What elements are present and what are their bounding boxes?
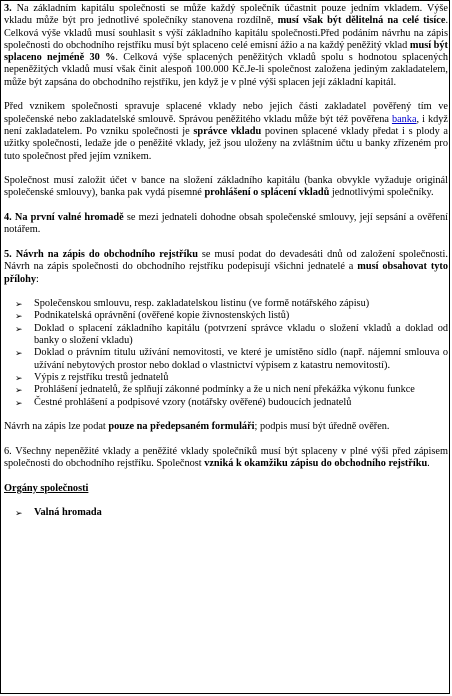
list-item-text: Doklad o splacení základního kapitálu (potvrzení správce vkladu o složení vkladů a doklad od banky o složení vkladu): [34, 322, 448, 347]
document-content: [4, 3, 448, 519]
arrow-bullet-icon: ➢: [15, 508, 23, 519]
emphasis-30-percent: musí být splaceno nejméně 30 %: [4, 39, 448, 64]
arrow-bullet-icon: ➢: [15, 299, 23, 310]
text: . Celková výše splacených peněžitých vkladů spolu s hodnotou splacených nepeněžitých vkladů musí však činit alespoň 100.000 Kč.Je-li společnost založena jediným zakladatelem, může být zapsána do obchodního rejstříku, jen když je v plné výši splacen její základní kapitál.: [4, 52, 448, 88]
text: Návrh na zápis lze podat: [4, 421, 109, 433]
text: .: [427, 457, 430, 469]
arrow-bullet-icon: ➢: [15, 348, 23, 359]
emphasis-prescribed-form: pouze na předepsaném formuláři: [108, 421, 255, 433]
emphasis-declaration: prohlášení o splácení vkladů: [204, 187, 330, 199]
list-item: [4, 384, 448, 396]
text: . Celková výše vkladů musí souhlasit s výší základního kapitálu společnosti.Před podáním návrhu na zápis společnosti do obchodního rejstříku musí být splaceno celé emisní ážio a na každý peněžitý vklad: [4, 15, 449, 51]
list-item: [4, 323, 448, 348]
text: 6. Všechny nepeněžité vklady a peněžité vklady společníků musí být splaceny v plné výši před zápisem společnosti do obchodního rejstříku. Společnost: [4, 445, 448, 469]
paragraph-deposit-management: [4, 101, 448, 162]
paragraph-bank-account: [4, 175, 448, 200]
arrow-bullet-icon: ➢: [15, 372, 23, 383]
text: povinen splacené vklady předat i s plody a užitky společnosti, ledaže jde o peněžité vklady, jež jsou uloženy na zvláštním účtu u banky zřízeném pro tuto společnost před jejím vznikem.: [4, 125, 448, 162]
list-item: [4, 397, 448, 409]
list-item-text: Společenskou smlouvu, resp. zakladatelskou listinu (ve formě notářského zápisu): [34, 298, 370, 310]
list-item-text: Výpis z rejstříku trestů jednatelů: [34, 371, 169, 383]
text: :: [36, 273, 39, 285]
paragraph-incorporation: [4, 446, 448, 471]
text: ; podpis musí být úředně ověřen.: [254, 421, 390, 433]
emphasis-attachments: musí obsahovat tyto přílohy: [4, 261, 448, 285]
attachments-list: [4, 298, 448, 409]
arrow-bullet-icon: ➢: [15, 311, 23, 322]
text: se musí podat do devadesáti dnů od založení společnosti. Návrh na zápis společnosti do obchodního rejstříku podepisují všichni jednatelé a: [4, 248, 448, 273]
section-heading-organs: Orgány společnosti: [4, 482, 89, 494]
list-item-text: Doklad o právním titulu užívání nemovitosti, ve které je umístěno sídlo (např. nájemní smlouva o užívání nebytových prostor nebo doklad o vlastnictví výpisem z katastru nemovitostí).: [34, 347, 448, 371]
step-heading-4: 4. Na první valné hromadě: [4, 212, 124, 224]
step-number-3: 3.: [4, 3, 17, 14]
paragraph-form: [4, 421, 448, 433]
list-item: [4, 372, 448, 384]
list-item-text: Valná hromada: [34, 507, 102, 519]
bank-link[interactable]: banka: [391, 113, 417, 125]
arrow-bullet-icon: ➢: [15, 323, 23, 334]
text: se mezi jednateli dohodne obsah společenské smlouvy, její sepsání a ověření notářem.: [4, 212, 448, 236]
paragraph-registration: [4, 249, 448, 286]
text: Společnost musí založit účet v bance na složení základního kapitálu (banka obvykle vyžaduje originál společenské smlouvy), banka pak vydá písemné: [4, 175, 448, 199]
paragraph-general-meeting: [4, 212, 448, 237]
emphasis-divisible: musí však být dělitelná na celé tisíce: [277, 15, 446, 27]
text: , i když není zakladatelem. Po vzniku společnosti je: [4, 113, 449, 137]
list-item-text: Čestné prohlášení a podpisové vzory (notářsky ověřené) budoucích jednatelů: [34, 396, 352, 408]
emphasis-incorporation-moment: vzniká k okamžiku zápisu do obchodního rejstříku: [204, 457, 428, 469]
text: Na základním kapitálu společnosti se může každý společník účastnit pouze jedním vkladem. Výše vkladu může být pro jednotlivé společníky stanovena rozdílně,: [4, 3, 449, 27]
text: Před vznikem společnosti spravuje splacené vklady nebo jejich části zakladatel pověřený tím ve společenské nebo zakladatelské smlouvě. Správou peněžitého vkladu může být též pověřena: [4, 101, 448, 125]
list-item: [4, 347, 448, 372]
list-item: [4, 310, 448, 322]
list-item: [4, 507, 448, 519]
list-item-text: Prohlášení jednatelů, že splňují zákonné podmínky a že u nich není překážka výkonu funkce: [34, 384, 415, 396]
list-item-text: Podnikatelská oprávnění (ověřené kopie živnostenských listů): [34, 310, 290, 322]
step-heading-5: 5. Návrh na zápis do obchodního rejstříku: [4, 248, 198, 260]
arrow-bullet-icon: ➢: [15, 385, 23, 396]
text: jednotlivými společníky.: [329, 187, 434, 199]
paragraph-capital: [4, 3, 448, 89]
arrow-bullet-icon: ➢: [15, 397, 23, 408]
list-item: [4, 298, 448, 310]
emphasis-deposit-administrator: správce vkladu: [193, 125, 262, 137]
